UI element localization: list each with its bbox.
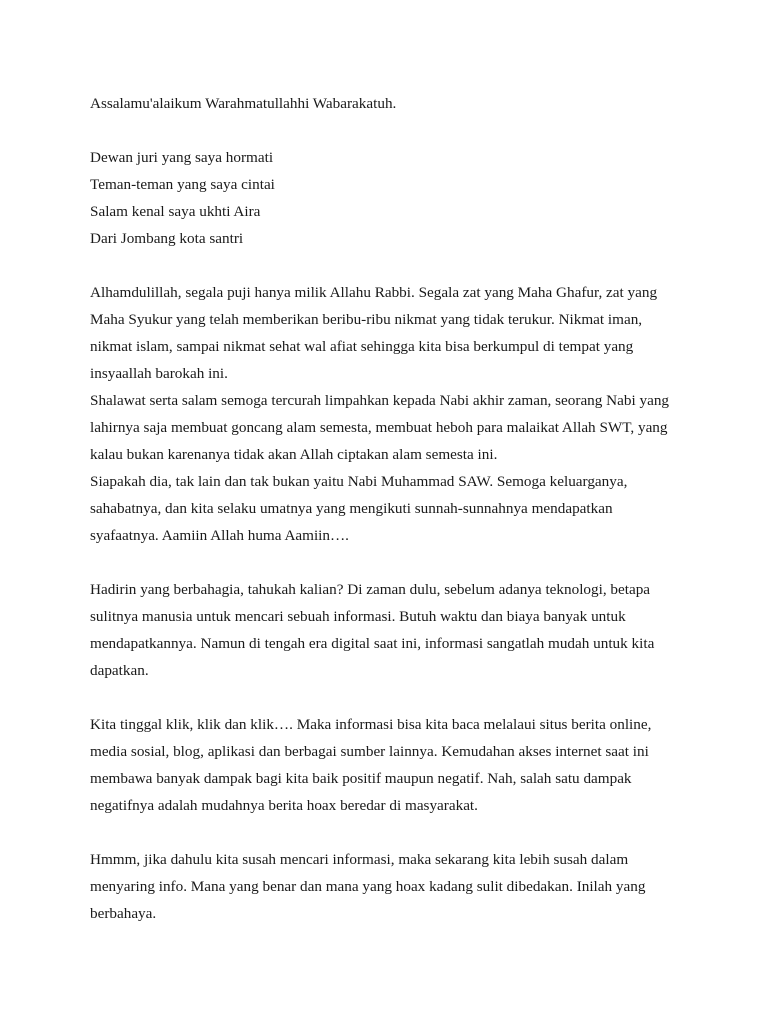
opening-line: Dari Jombang kota santri [90,230,244,247]
paragraph-hoax [90,846,690,927]
text-line: Maha Syukur yang telah memberikan beribu-ribu nikmat yang tidak terukur. Nikmat iman, [90,311,643,328]
text-line: menyaring info. Mana yang benar dan mana yang hoax kadang sulit dibedakan. Inilah yang [90,878,646,895]
opening-line: Dewan juri yang saya hormati [90,149,274,166]
text-line: nikmat islam, sampai nikmat sehat wal afiat sehingga kita bisa berkumpul di tempat yang [90,338,634,355]
text-line: Shalawat serta salam semoga tercurah limpahkan kepada Nabi akhir zaman, seorang Nabi yang [90,392,670,409]
opening-line: Salam kenal saya ukhti Aira [90,203,261,220]
text-line: Kita tinggal klik, klik dan klik…. Maka informasi bisa kita baca melalaui situs berita online, [90,716,652,733]
paragraph-click [90,711,690,819]
text-line: kalau bukan karenanya tidak akan Allah ciptakan alam semesta ini. [90,446,498,463]
text-line: mendapatkannya. Namun di tengah era digital saat ini, informasi sangatlah mudah untuk kita [90,635,655,652]
greeting-line: Assalamu'alaikum Warahmatullahhi Wabarakatuh. [90,95,397,112]
text-line: sulitnya manusia untuk mencari sebuah informasi. Butuh waktu dan biaya banyak untuk [90,608,626,625]
text-line: membawa banyak dampak bagi kita baik positif maupun negatif. Nah, salah satu dampak [90,770,632,787]
text-line: negatifnya adalah mudahnya berita hoax beredar di masyarakat. [90,797,478,814]
text-line: dapatkan. [90,662,149,679]
text-line: Siapakah dia, tak lain dan tak bukan yaitu Nabi Muhammad SAW. Semoga keluarganya, [90,473,628,490]
text-line: media sosial, blog, aplikasi dan berbagai sumber lainnya. Kemudahan akses internet saat ini [90,743,649,760]
opening-line: Teman-teman yang saya cintai [90,176,275,193]
text-line: Hmmm, jika dahulu kita susah mencari informasi, maka sekarang kita lebih susah dalam [90,851,629,868]
greeting-paragraph [90,90,690,117]
text-line: Alhamdulillah, segala puji hanya milik Allahu Rabbi. Segala zat yang Maha Ghafur, zat yang [90,284,658,301]
text-line: Hadirin yang berbahagia, tahukah kalian? Di zaman dulu, sebelum adanya teknologi, betapa [90,581,651,598]
text-line: sahabatnya, dan kita selaku umatnya yang mengikuti sunnah-sunnahnya mendapatkan [90,500,613,517]
paragraph-information [90,576,690,684]
opening-lines [90,144,690,252]
text-line: insyaallah barokah ini. [90,365,228,382]
paragraph-praise [90,279,690,549]
text-line: syafaatnya. Aamiin Allah huma Aamiin…. [90,527,349,544]
document-body [90,90,690,954]
text-line: berbahaya. [90,905,157,922]
text-line: lahirnya saja membuat goncang alam semesta, membuat heboh para malaikat Allah SWT, yang [90,419,668,436]
